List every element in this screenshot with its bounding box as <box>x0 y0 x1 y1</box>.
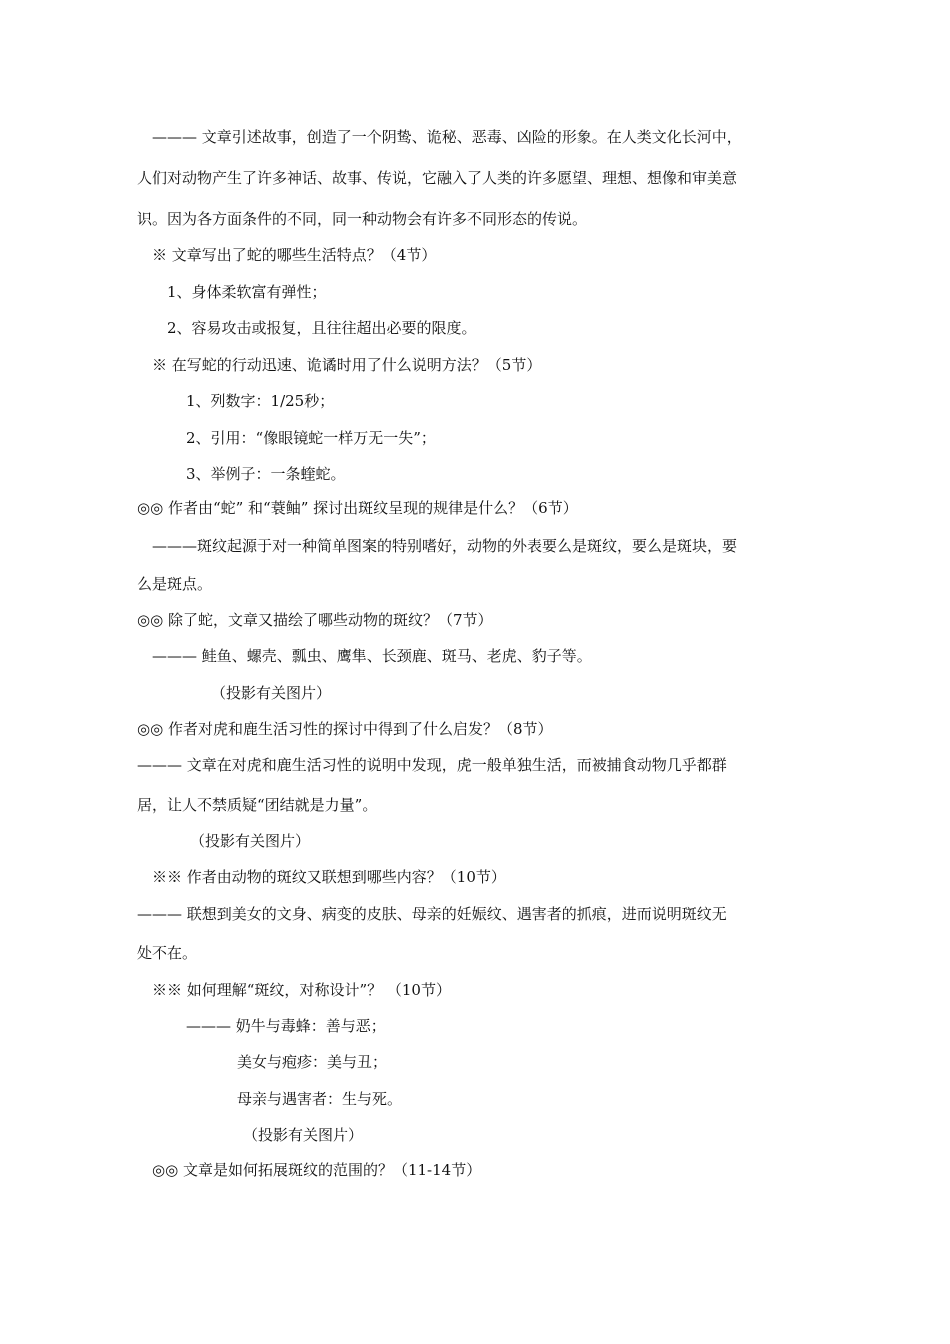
answer-line: 1、身体柔软富有弹性； <box>167 283 327 301</box>
paragraph-line: ——— 文章引述故事，创造了一个阴鸷、诡秘、恶毒、凶险的形象。在人类文化长河中， <box>152 128 742 146</box>
note-line: （投影有关图片） <box>190 832 311 850</box>
answer-line: 2、容易攻击或报复，且往往超出必要的限度。 <box>167 319 477 337</box>
question-line: ◎◎ 作者对虎和鹿生活习性的探讨中得到了什么启发？（8节） <box>137 720 553 738</box>
question-line: ◎◎ 除了蛇，文章又描绘了哪些动物的斑纹？（7节） <box>137 611 493 629</box>
answer-line: ——— 文章在对虎和鹿生活习性的说明中发现，虎一般单独生活，而被捕食动物几乎都群 <box>137 756 727 774</box>
answer-line: 2、引用：“像眼镜蛇一样万无一失”； <box>186 429 436 447</box>
paragraph-line: 人们对动物产生了许多神话、故事、传说，它融入了人类的许多愿望、理想、想像和审美意 <box>137 169 738 187</box>
question-line: ◎◎ 作者由“蛇” 和“蓑鲉” 探讨出斑纹呈现的规律是什么？（6节） <box>137 499 578 517</box>
answer-line: 处不在。 <box>137 944 198 962</box>
question-line: ※ 在写蛇的行动迅速、诡谲时用了什么说明方法？（5节） <box>152 356 542 374</box>
answer-line: 母亲与遇害者：生与死。 <box>237 1090 403 1108</box>
question-line: ※※ 作者由动物的斑纹又联想到哪些内容？（10节） <box>152 868 506 886</box>
note-line: （投影有关图片） <box>211 684 332 702</box>
question-line: ※ 文章写出了蛇的哪些生活特点？（4节） <box>152 246 437 264</box>
question-line: ◎◎ 文章是如何拓展斑纹的范围的？（11-14节） <box>152 1161 482 1179</box>
answer-line: 居，让人不禁质疑“团结就是力量”。 <box>137 796 378 814</box>
answer-line: ——— 奶牛与毒蜂：善与恶； <box>186 1017 386 1035</box>
answer-line: ——— 联想到美女的文身、病变的皮肤、母亲的妊娠纹、遇害者的抓痕，进而说明斑纹无 <box>137 905 727 923</box>
answer-line: ———斑纹起源于对一种简单图案的特别嗜好，动物的外表要么是斑纹，要么是斑块，要 <box>152 537 738 555</box>
paragraph-line: 识。因为各方面条件的不同，同一种动物会有许多不同形态的传说。 <box>137 210 588 228</box>
question-line: ※※ 如何理解“斑纹，对称设计”？ （10节） <box>152 981 451 999</box>
answer-line: ——— 鲑鱼、螺壳、瓢虫、鹰隼、长颈鹿、斑马、老虎、豹子等。 <box>152 647 592 665</box>
answer-line: 么是斑点。 <box>137 575 213 593</box>
note-line: （投影有关图片） <box>243 1126 364 1144</box>
answer-line: 1、列数字：1/25秒； <box>186 392 335 410</box>
answer-line: 美女与疱疹：美与丑； <box>237 1053 388 1071</box>
answer-line: 3、举例子：一条蝰蛇。 <box>186 465 346 483</box>
